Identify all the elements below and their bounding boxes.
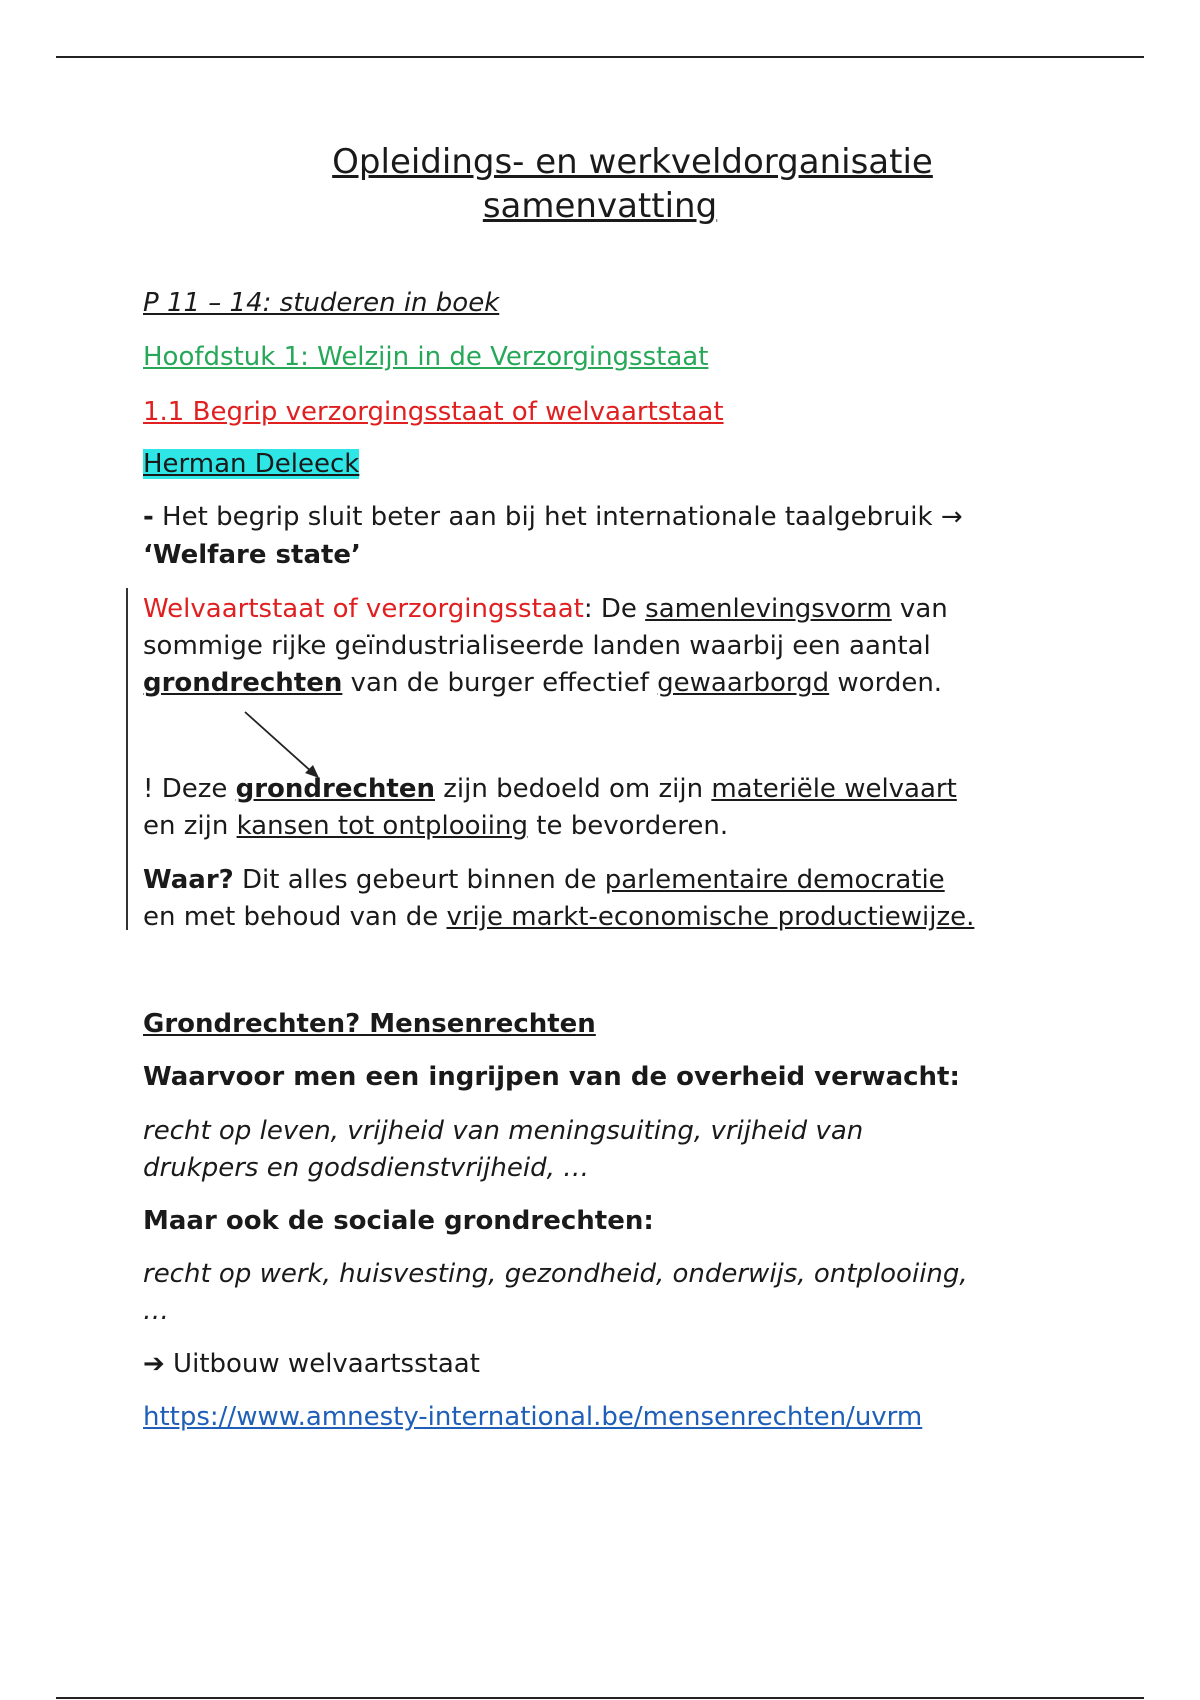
- definition-colon: : De: [583, 594, 646, 624]
- author-name: [143, 446, 359, 483]
- where-line-1: [143, 862, 945, 899]
- section-heading: 1.1 Begrip verzorgingsstaat of welvaartstaat: [143, 397, 724, 427]
- author-highlight: Herman Deleeck: [143, 449, 360, 479]
- where-line-2: [143, 899, 974, 936]
- bullet-dash: -: [143, 502, 154, 532]
- definition-text-1: van: [891, 594, 948, 624]
- rights-list-2-line-2: …: [143, 1296, 169, 1326]
- note-text-2: en zijn: [143, 811, 237, 841]
- definition-underline-2: gewaarborgd: [657, 668, 830, 698]
- definition-underline-1: samenlevingsvorm: [645, 594, 892, 624]
- document-title: [0, 140, 1200, 228]
- definition-bold-rights: grondrechten: [143, 668, 343, 698]
- rights-list-2-line-1: recht op werk, huisvesting, gezondheid, onderwijs, ontplooiing,: [143, 1259, 968, 1289]
- title-line-2: samenvatting: [482, 186, 718, 226]
- note-line-2: [143, 808, 728, 845]
- rights-list-1-line-2: drukpers en godsdienstvrijheid, …: [143, 1153, 590, 1183]
- welfare-state-term: ‘Welfare state’: [143, 540, 361, 570]
- note-underline-1: materiële welvaart: [711, 774, 957, 804]
- note-exclamation: ! Deze: [143, 774, 236, 804]
- amnesty-link[interactable]: https://www.amnesty-international.be/mensenrechten/uvrm: [143, 1402, 923, 1432]
- note-line-1: [143, 771, 957, 808]
- note-underline-2: kansen tot ontplooiing: [236, 811, 528, 841]
- note-text-1: zijn bedoeld om zijn: [435, 774, 712, 804]
- note-bold-rights: grondrechten: [235, 774, 435, 804]
- note-text-3: te bevorderen.: [528, 811, 729, 841]
- where-underline-2: vrije markt-economische productiewijze.: [446, 902, 975, 932]
- definition-text-3: worden.: [829, 668, 943, 698]
- where-text-2: en met behoud van de: [143, 902, 447, 932]
- bullet-welfare-line-1: [143, 499, 963, 536]
- definition-line-2: sommige rijke geïndustrialiseerde landen waarbij een aantal: [143, 631, 931, 661]
- conclusion-text: Uitbouw welvaartsstaat: [164, 1349, 480, 1379]
- pages-reference: P 11 – 14: studeren in boek: [143, 288, 500, 318]
- title-line-1: Opleidings- en werkveldorganisatie: [332, 142, 933, 182]
- margin-bar: [126, 588, 128, 930]
- definition-line-1: [143, 591, 948, 628]
- conclusion-line: [143, 1346, 480, 1383]
- definition-text-2: van de burger effectief: [342, 668, 658, 698]
- social-rights-heading: Maar ook de sociale grondrechten:: [143, 1206, 654, 1236]
- where-underline-1: parlementaire democratie: [604, 865, 945, 895]
- rights-list-1-line-1: recht op leven, vrijheid van meningsuiting, vrijheid van: [143, 1116, 864, 1146]
- bullet-text: Het begrip sluit beter aan bij het internationale taalgebruik →: [153, 502, 963, 532]
- chapter-heading: Hoofdstuk 1: Welzijn in de Verzorgingsstaat: [143, 342, 709, 372]
- definition-line-3: [143, 665, 942, 702]
- arrow-right-icon: ➔: [143, 1349, 165, 1379]
- where-text-1: Dit alles gebeurt binnen de: [233, 865, 605, 895]
- rights-heading: Grondrechten? Mensenrechten: [143, 1009, 596, 1039]
- top-rule: [56, 56, 1144, 58]
- definition-term: Welvaartstaat of verzorgingsstaat: [143, 594, 584, 624]
- where-label: Waar?: [143, 865, 234, 895]
- rights-intervention-heading: Waarvoor men een ingrijpen van de overheid verwacht:: [143, 1062, 960, 1092]
- bottom-rule: [56, 1697, 1144, 1699]
